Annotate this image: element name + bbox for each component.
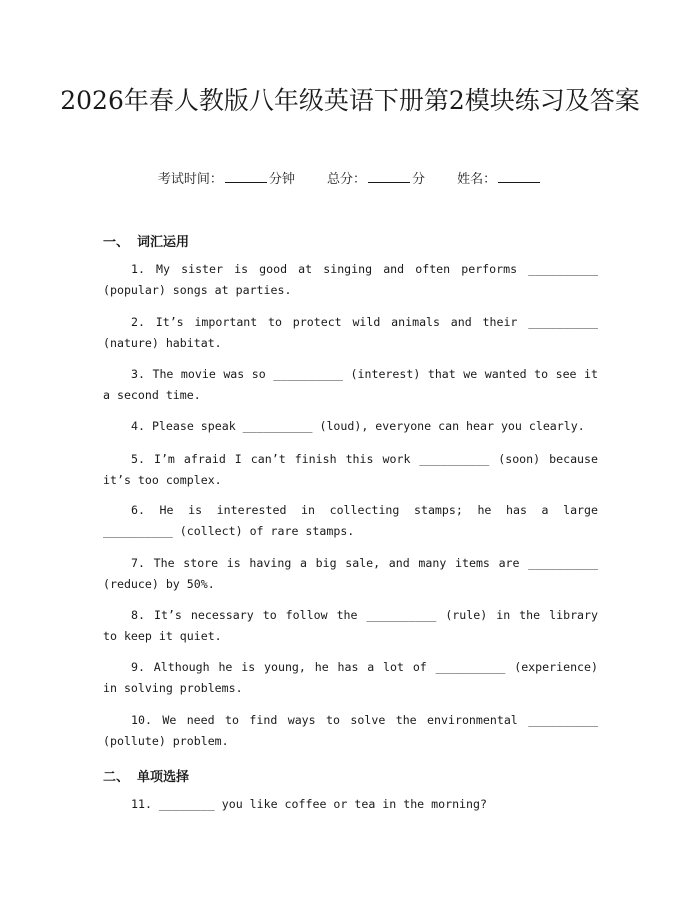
score-blank[interactable]: [368, 168, 410, 183]
section-number: 一、: [103, 235, 130, 250]
exam-score: [327, 168, 425, 190]
section-heading-vocabulary: [103, 231, 189, 250]
exam-name: [457, 168, 542, 190]
question-item: 7. The store is having a big sale, and many items are __________ (reduce) by 50%.: [103, 556, 598, 591]
question-item: 10. We need to find ways to solve the environmental __________ (pollute) problem.: [103, 713, 598, 748]
question-item: 8. It’s necessary to follow the __________ (rule) in the library to keep it quiet.: [103, 608, 598, 643]
section-title: 单项选择: [137, 770, 190, 785]
section-title: 词汇运用: [137, 235, 190, 250]
name-label: 姓名：: [457, 172, 497, 187]
question-item: 2. It’s important to protect wild animals and their __________ (nature) habitat.: [103, 315, 598, 350]
section-number: 二、: [103, 770, 130, 785]
question-item: 11. ________ you like coffee or tea in the morning?: [131, 797, 487, 811]
question-item: 3. The movie was so __________ (interest) that we wanted to see it a second time.: [103, 367, 598, 402]
question-item: 9. Although he is young, he has a lot of __________ (experience) in solving problems.: [103, 660, 598, 695]
page-title: 2026年春人教版八年级英语下册第2模块练习及答案: [60, 86, 640, 115]
exam-time: [158, 168, 295, 190]
score-unit: 分: [412, 172, 426, 187]
exam-meta: [0, 168, 700, 190]
time-label: 考试时间：: [157, 172, 223, 187]
question-item: 1. My sister is good at singing and often performs __________ (popular) songs at parties.: [103, 262, 598, 297]
question-item: 4. Please speak __________ (loud), everyone can hear you clearly.: [131, 419, 585, 433]
name-blank[interactable]: [498, 168, 540, 183]
section-heading-single-choice: [103, 766, 189, 785]
question-item: 5. I’m afraid I can’t finish this work __________ (soon) because it’s too complex.: [103, 452, 598, 487]
time-unit: 分钟: [268, 172, 295, 187]
score-label: 总分：: [326, 172, 366, 187]
time-blank[interactable]: [225, 168, 267, 183]
question-item: 6. He is interested in collecting stamps; he has a large __________ (collect) of rare stamps.: [103, 503, 598, 538]
